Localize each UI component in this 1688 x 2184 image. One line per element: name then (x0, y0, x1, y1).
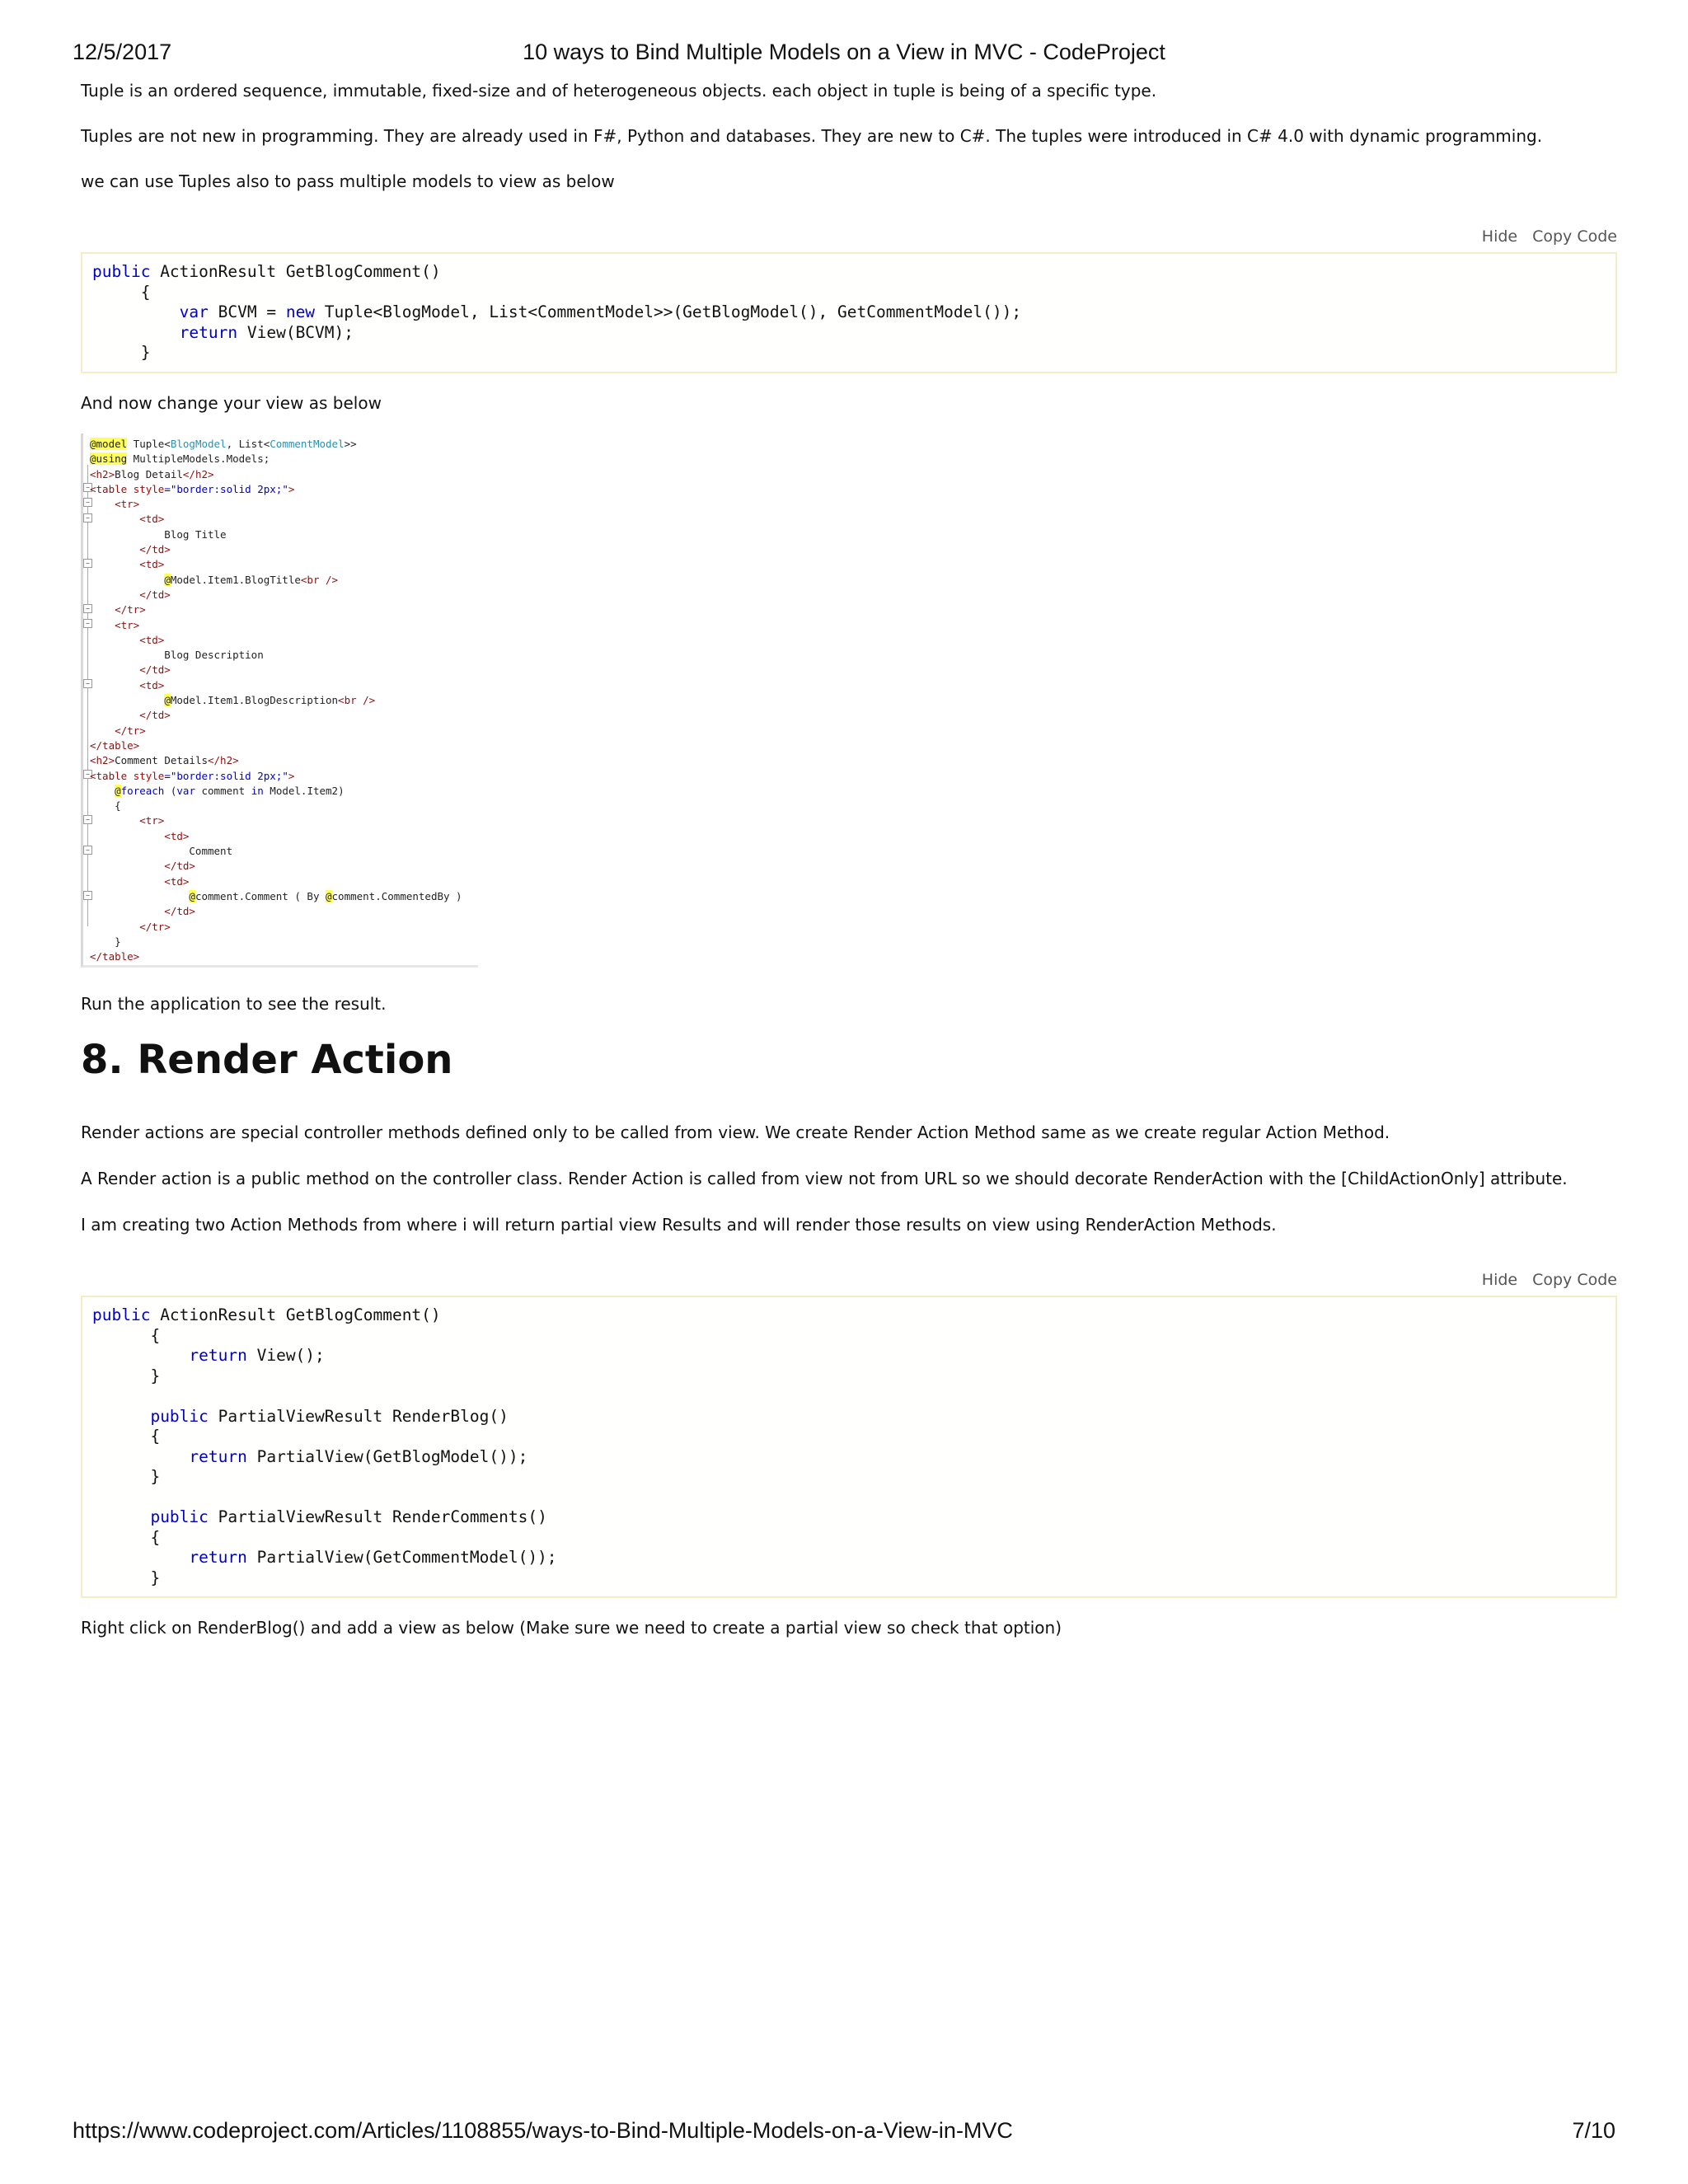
code-tag: </h2> (182, 467, 214, 480)
article-body (81, 79, 1617, 415)
code-text: ( (164, 784, 177, 797)
section-heading-render-action: 8. Render Action (81, 1037, 453, 1083)
fold-toggle-icon: − (83, 483, 92, 492)
code-text: View(); (246, 1346, 325, 1365)
code-keyword: public (92, 262, 151, 281)
code-text: , List< (226, 438, 270, 450)
code-keyword: return (189, 1346, 247, 1365)
fold-toggle-icon: − (83, 604, 92, 613)
code-block-render-action (81, 1296, 1617, 1598)
code-text: { (92, 282, 151, 302)
code-text: } (92, 1366, 161, 1385)
paragraph-change-view: And now change your view as below (81, 392, 382, 413)
code-indent (92, 1346, 189, 1365)
copy-code-link[interactable]: Copy Code (1532, 227, 1617, 246)
code-tag: </tr> (90, 920, 171, 933)
hide-code-link[interactable]: Hide (1481, 1271, 1518, 1289)
fold-toggle-icon: − (83, 891, 92, 900)
code-type: CommentModel (270, 438, 345, 450)
code-toolbar (81, 227, 1617, 251)
code-text: ActionResult GetBlogComment() (150, 1305, 441, 1324)
code-indent (90, 574, 164, 586)
razor-at: @ (164, 573, 171, 586)
razor-at: @ (189, 889, 195, 902)
code-value: ="border:solid 2px;" (164, 482, 288, 495)
code-text: PartialView(GetCommentModel()); (246, 1548, 557, 1567)
paragraph-render-action-public: A Render action is a public method on the controller class. Render Action is called from view not from URL so we should decorate RenderAction with the [ChildActionOnly] attribute. (81, 1169, 1568, 1188)
fold-guide-line (87, 465, 88, 926)
page-number: 7/10 (1572, 2118, 1615, 2143)
code-text: { (92, 1427, 161, 1446)
code-keyword: public (92, 1305, 151, 1324)
print-page-title: 10 ways to Bind Multiple Models on a View in MVC - CodeProject (523, 40, 1165, 64)
code-tag: > (288, 482, 295, 495)
code-tag: </td> (90, 543, 171, 556)
code-text: PartialView(GetBlogModel()); (246, 1446, 528, 1466)
code-tag: <table (90, 482, 134, 495)
code-text: Tuple<BlogModel, List<CommentModel>>(GetBlogModel(), GetCommentModel()); (315, 302, 1022, 321)
code-text: PartialViewResult RenderBlog() (208, 1406, 509, 1426)
fold-toggle-icon: − (83, 513, 92, 523)
code-tag: <h2> (90, 754, 115, 767)
code-text: } (92, 1568, 161, 1587)
code-indent (90, 694, 164, 706)
paragraph-tuple-definition: Tuple is an ordered sequence, immutable, fixed-size and of heterogeneous objects. each object in tuple is being of a specific type. (81, 81, 1157, 101)
code-indent (92, 1447, 189, 1466)
code-keyword: new (285, 302, 316, 321)
fold-toggle-icon: − (83, 498, 92, 507)
code-tag: <td> (90, 633, 165, 646)
razor-at: @ (326, 889, 332, 902)
code-block-tuple (81, 252, 1617, 373)
code-indent (92, 1548, 189, 1567)
code-tag: </td> (90, 860, 195, 873)
paragraph-render-action-methods: I am creating two Action Methods from where i will return partial view Results and will render those results on view using RenderAction Methods. (81, 1215, 1277, 1235)
code-keyword: public (150, 1406, 209, 1426)
code-tag: <td> (90, 558, 165, 571)
code-text: Comment (90, 845, 233, 858)
code-text: } (92, 1467, 161, 1486)
fold-toggle-icon: − (83, 770, 92, 779)
view-code-screenshot (81, 434, 478, 968)
code-tag: </table> (90, 738, 140, 752)
code-value: ="border:solid 2px;" (164, 769, 288, 782)
code-indent (92, 302, 180, 321)
code-type: BlogModel (170, 438, 227, 450)
article-body-continued (81, 992, 1617, 1639)
code-text: Model.Item1.BlogTitle (170, 573, 301, 586)
code-tag: <td> (90, 513, 165, 526)
fold-toggle-icon: − (83, 846, 92, 855)
code-text: ActionResult GetBlogComment() (150, 262, 441, 281)
code-tag: </td> (90, 905, 195, 918)
copy-code-link[interactable]: Copy Code (1532, 1271, 1617, 1289)
code-text: comment (195, 784, 251, 797)
code-tag: </td> (90, 663, 171, 677)
code-keyword: return (189, 1446, 247, 1466)
paragraph-run-app: Run the application to see the result. (81, 994, 387, 1014)
code-tag: <tr> (90, 618, 140, 631)
code-tag: </td> (90, 709, 171, 722)
code-text: { (92, 1527, 161, 1547)
print-footer (73, 2118, 1615, 2151)
code-text: >> (344, 438, 357, 450)
code-tag: <tr> (90, 814, 165, 827)
code-text: comment.Comment ( By (195, 889, 326, 902)
code-tag: <h2> (90, 467, 115, 480)
code-toolbar (81, 1271, 1617, 1294)
code-tag: </table> (90, 950, 140, 963)
razor-at: @ (164, 694, 171, 707)
code-tag: <tr> (90, 498, 140, 511)
code-tag: > (288, 769, 295, 782)
code-text: comment.CommentedBy ) (331, 889, 462, 902)
view-code-text (90, 437, 462, 964)
code-keyword: public (150, 1507, 209, 1526)
code-text: BCVM = (208, 302, 286, 321)
code-keyword: in (251, 784, 264, 797)
code-tag: </tr> (90, 603, 146, 616)
code-text: { (92, 1325, 161, 1345)
print-date: 12/5/2017 (73, 40, 172, 64)
paragraph-render-action-intro: Render actions are special controller methods defined only to be called from view. We create Render Action Method same as we create regular Action Method. (81, 1122, 1390, 1142)
code-keyword: return (179, 322, 238, 342)
code-keyword: var (176, 784, 195, 797)
code-text: PartialViewResult RenderComments() (208, 1507, 547, 1526)
code-indent (92, 1407, 150, 1426)
print-header (73, 40, 1615, 73)
fold-toggle-icon: − (83, 619, 92, 628)
code-text: Model.Item2) (263, 784, 345, 797)
hide-code-link[interactable]: Hide (1481, 227, 1518, 246)
fold-toggle-icon: − (83, 559, 92, 568)
code-tag: <td> (90, 829, 190, 842)
code-indent (90, 890, 189, 902)
code-text: { (90, 799, 121, 813)
code-keyword: var (179, 302, 209, 321)
code-attr: style (133, 482, 165, 495)
code-tag: <td> (90, 874, 190, 888)
razor-directive: @model (90, 438, 128, 450)
code-indent (90, 785, 115, 797)
code-text: } (90, 935, 121, 948)
fold-toggle-icon: − (83, 679, 92, 688)
print-url: https://www.codeproject.com/Articles/1108855/ways-to-Bind-Multiple-Models-on-a-View-in-MVC (73, 2118, 1013, 2143)
paragraph-tuple-history: Tuples are not new in programming. They are already used in F#, Python and databases. They are new to C#. The tuples were introduced in C# 4.0 with dynamic programming. (81, 126, 1543, 146)
code-tag: <br /> (300, 573, 339, 586)
code-indent (92, 1507, 150, 1526)
code-text: MultipleModels.Models; (127, 452, 270, 466)
code-text: } (92, 343, 151, 362)
code-text: Blog Title (90, 527, 227, 541)
code-tag: </tr> (90, 724, 146, 737)
code-tag: </td> (90, 588, 171, 601)
code-attr: style (133, 769, 165, 782)
code-text: Tuple< (127, 438, 171, 450)
code-text: Model.Item1.BlogDescription (170, 694, 339, 707)
paragraph-tuple-usage: we can use Tuples also to pass multiple models to view as below (81, 171, 615, 191)
razor-directive: @using (90, 452, 128, 466)
fold-toggle-icon: − (83, 815, 92, 824)
code-tag: <td> (90, 678, 165, 691)
code-tag: <table (90, 769, 134, 782)
code-indent (92, 323, 180, 342)
razor-at: @ (115, 784, 121, 797)
paragraph-right-click: Right click on RenderBlog() and add a view as below (Make sure we need to create a partial view so check that option) (81, 1618, 1062, 1638)
code-tag: <br /> (338, 694, 376, 707)
code-keyword: return (189, 1548, 247, 1567)
code-text: Comment Details (115, 754, 208, 767)
code-text: Blog Description (90, 649, 264, 662)
code-text: Blog Detail (115, 467, 183, 480)
code-keyword: foreach (120, 784, 165, 797)
code-tag: </h2> (208, 754, 239, 767)
code-text: View(BCVM); (237, 322, 354, 342)
